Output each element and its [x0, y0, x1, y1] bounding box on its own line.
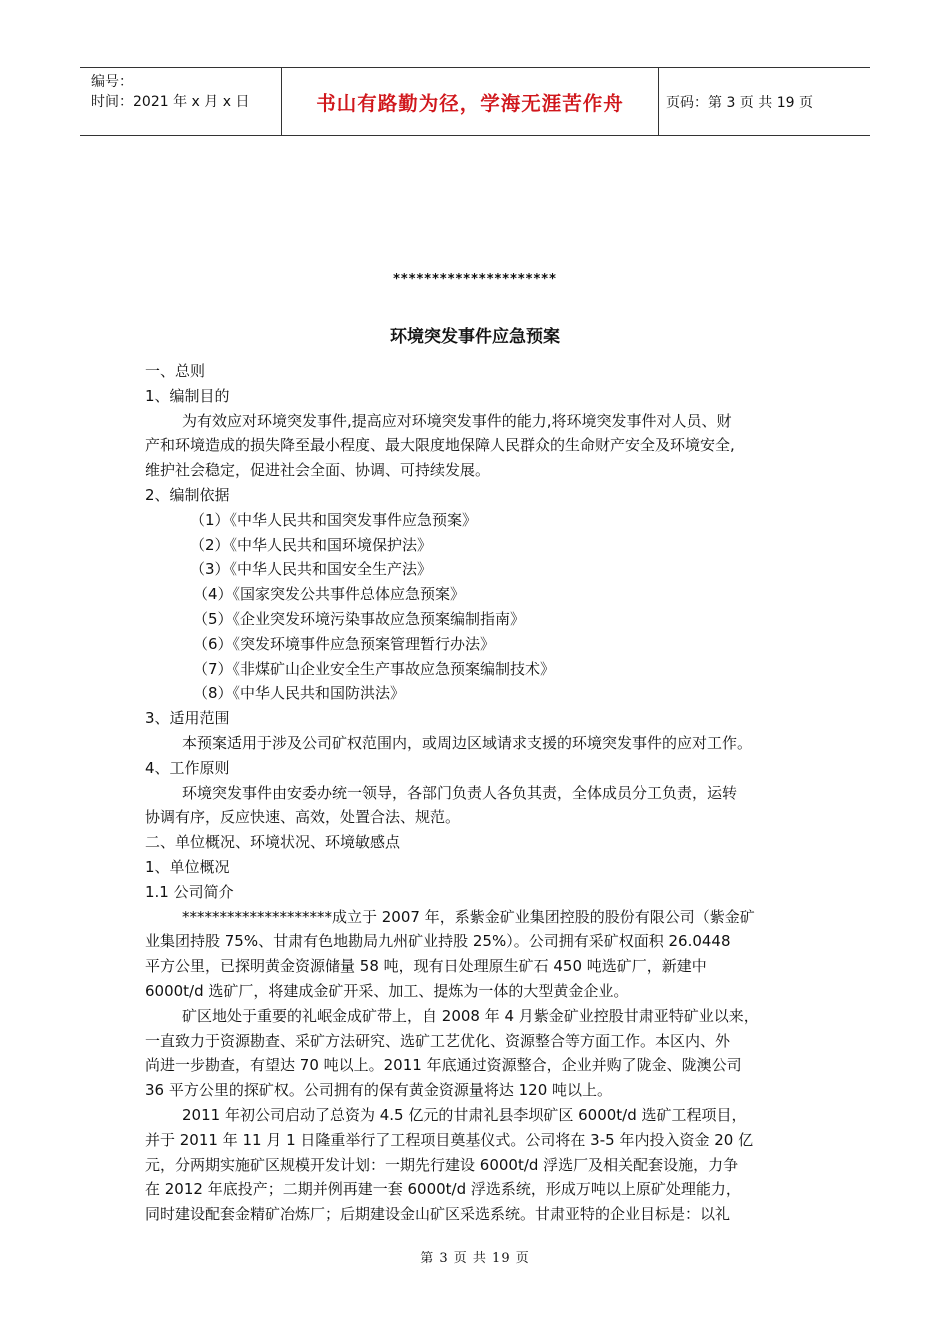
- list-item: （7）《非煤矿山企业安全生产事故应急预案编制技术》: [193, 659, 556, 678]
- document-number-label: 编号：: [91, 74, 133, 90]
- subsection-heading: 3、适用范围: [145, 709, 230, 728]
- list-item: （1）《中华人民共和国突发事件应急预案》: [190, 510, 478, 529]
- header-motto: 书山有路勤为径，学海无涯苦作舟: [282, 68, 659, 135]
- paragraph-line: 2011 年初公司启动了总资为 4.5 亿元的甘肃礼县李坝矿区 6000t/d 选矿工程项目，: [182, 1105, 747, 1124]
- subsection-heading: 2、编制依据: [145, 485, 230, 504]
- list-item: （3）《中华人民共和国安全生产法》: [190, 560, 433, 579]
- section-heading: 二、单位概况、环境状况、环境敏感点: [145, 833, 401, 852]
- paragraph-line: ********************成立于 2007 年，系紫金矿业集团控股的股份有限公司（紫金矿: [182, 907, 755, 926]
- document-body: [145, 359, 815, 1227]
- paragraph-line: 本预案适用于涉及公司矿权范围内，或周边区域请求支援的环境突发事件的应对工作。: [182, 733, 753, 752]
- document-title: 环境突发事件应急预案: [390, 327, 560, 347]
- paragraph-line: 平方公里，已探明黄金资源储量 58 吨，现有日处理原生矿石 450 吨选矿厂，新建中: [145, 957, 707, 976]
- list-item: （8）《中华人民共和国防洪法》: [193, 684, 406, 703]
- list-item: （6）《突发环境事件应急预案管理暂行办法》: [193, 634, 496, 653]
- section-heading: 一、总则: [145, 362, 206, 380]
- paragraph-line: 36 平方公里的探矿权。公司拥有的保有黄金资源量将达 120 吨以上。: [145, 1081, 613, 1100]
- paragraph-line: 产和环境造成的损失降至最小程度、最大限度地保障人民群众的生命财产安全及环境安全,: [145, 436, 735, 455]
- redacted-company-name: *********************: [393, 272, 557, 287]
- page-footer: 第 3 页 共 19 页: [420, 1251, 530, 1266]
- header-meta-cell: [80, 68, 282, 135]
- paragraph-line: 协调有序，反应快速、高效，处置合法、规范。: [145, 808, 461, 827]
- paragraph-line: 一直致力于资源勘查、采矿方法研究、选矿工艺优化、资源整合等方面工作。本区内、外: [145, 1031, 731, 1050]
- paragraph-line: 同时建设配套金精矿冶炼厂；后期建设金山矿区采选系统。甘肃亚特的企业目标是：以礼: [145, 1205, 731, 1224]
- header-page-info: 页码：第 3 页 共 19 页: [666, 94, 813, 111]
- paragraph-line: 在 2012 年底投产；二期并例再建一套 6000t/d 浮选系统，形成万吨以上原矿处理能力，: [145, 1180, 741, 1199]
- document-time-label: 时间：2021 年 x 月 x 日: [91, 94, 250, 110]
- paragraph-line: 并于 2011 年 11 月 1 日隆重举行了工程项目奠基仪式。公司将在 3-5 年内投入资金 20 亿: [145, 1130, 754, 1149]
- subsection-heading: 4、工作原则: [145, 758, 230, 777]
- list-item: （2）《中华人民共和国环境保护法》: [190, 535, 433, 554]
- subsection-heading: 1.1 公司简介: [145, 882, 234, 901]
- subsection-heading: 1、单位概况: [145, 857, 230, 876]
- list-item: （5）《企业突发环境污染事故应急预案编制指南》: [193, 609, 526, 628]
- paragraph-line: 环境突发事件由安委办统一领导，各部门负责人各负其责，全体成员分工负责，运转: [182, 783, 738, 802]
- paragraph-line: 业集团持股 75%、甘肃有色地勘局九州矿业持股 25%）。公司拥有采矿权面积 26.0448: [145, 932, 731, 951]
- paragraph-line: 6000t/d 选矿厂，将建成金矿开采、加工、提炼为一体的大型黄金企业。: [145, 981, 629, 1000]
- subsection-heading: 1、编制目的: [145, 386, 230, 405]
- header-table: [80, 67, 870, 136]
- paragraph-line: 尚进一步勘查，有望达 70 吨以上。2011 年底通过资源整合，企业并购了陇金、陇澳公司: [145, 1056, 742, 1075]
- paragraph-line: 元，分两期实施矿区规模开发计划：一期先行建设 6000t/d 浮选厂及相关配套设施，力争: [145, 1155, 739, 1174]
- list-item: （4）《国家突发公共事件总体应急预案》: [193, 585, 466, 604]
- paragraph-line: 维护社会稳定，促进社会全面、协调、可持续发展。: [145, 461, 491, 480]
- paragraph-line: 矿区地处于重要的礼岷金成矿带上，自 2008 年 4 月紫金矿业控股甘肃亚特矿业以来，: [182, 1006, 759, 1025]
- paragraph-line: 为有效应对环境突发事件,提高应对环境突发事件的能力,将环境突发事件对人员、财: [182, 411, 732, 430]
